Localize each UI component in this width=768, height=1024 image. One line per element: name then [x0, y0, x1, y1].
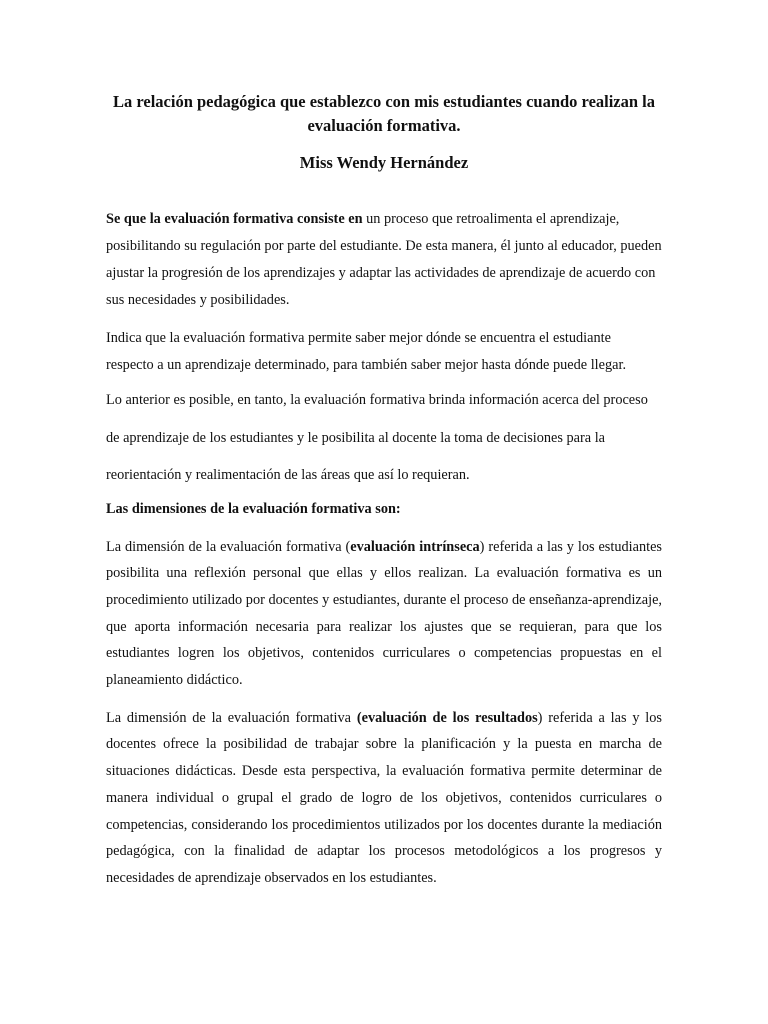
- paragraph-dimension-intrinseca: [106, 534, 662, 694]
- paragraph-anterior: Lo anterior es posible, en tanto, la evaluación formativa brinda información acerca del proceso de aprendizaje de los estudiantes y le posibilita al docente la toma de decisiones para la reorientación y realimentación de las áreas que así lo requieran.: [106, 392, 648, 483]
- paragraph-definition: [106, 206, 662, 314]
- paragraph-dimension-resultados-rest: ) referida a las y los docentes ofrece la posibilidad de trabajar sobre la planificación y la puesta en marcha de situaciones didácticas. Desde esta perspectiva, la evaluación formativa permite determinar de manera individual o grupal el grado de logro de los objetivos, contenidos curriculares o competencias, considerando los procedimientos utilizados por los docentes durante la mediación pedagógica, con la finalidad de adaptar los procesos metodológicos a los progresos y necesidades de aprendizaje observados en los estudiantes.: [106, 709, 662, 886]
- document-title: La relación pedagógica que establezco con mis estudiantes cuando realizan la evaluación formativa.: [112, 92, 656, 135]
- paragraph-dimension-resultados-start: La dimensión de la evaluación formativa: [106, 709, 357, 726]
- section-heading-dimensions: Las dimensiones de la evaluación formativa son:: [106, 500, 401, 517]
- document-author: Miss Wendy Hernández: [299, 153, 469, 172]
- paragraph-definition-lead: Se que la evaluación formativa consiste en: [106, 211, 363, 227]
- paragraph-definition-text: un proceso que retroalimenta el aprendizaje, posibilitando su regulación por parte del estudiante. De esta manera, él junto al educador, pueden ajustar la progresión de los aprendizajes y adaptar las actividades de aprendizaje de acuerdo con sus necesidades y posibilidades.: [106, 211, 662, 308]
- term-evaluacion-intrinseca: evaluación intrínseca: [350, 538, 480, 555]
- paragraph-dimension-intrinseca-rest: ) referida a las y los estudiantes posibilita una reflexión personal que ellas y ellos realizan. La evaluación formativa es un procedimiento utilizado por docentes y estudiantes, durante el proceso de enseñanza-aprendizaje, que aporta información necesaria para realizar los ajustes que se requieran, para que los estudiantes logren los objetivos, contenidos curriculares o competencias propuestas en el planeamiento didáctico.: [106, 538, 662, 689]
- term-evaluacion-resultados: (evaluación de los resultados: [356, 709, 538, 726]
- paragraph-dimension-intrinseca-start: La dimensión de la evaluación formativa (: [106, 538, 351, 555]
- paragraph-indica: Indica que la evaluación formativa permite saber mejor dónde se encuentra el estudiante respecto a un aprendizaje determinado, para también saber mejor hasta dónde puede llegar.: [106, 330, 627, 373]
- paragraph-dimension-resultados: [106, 705, 662, 892]
